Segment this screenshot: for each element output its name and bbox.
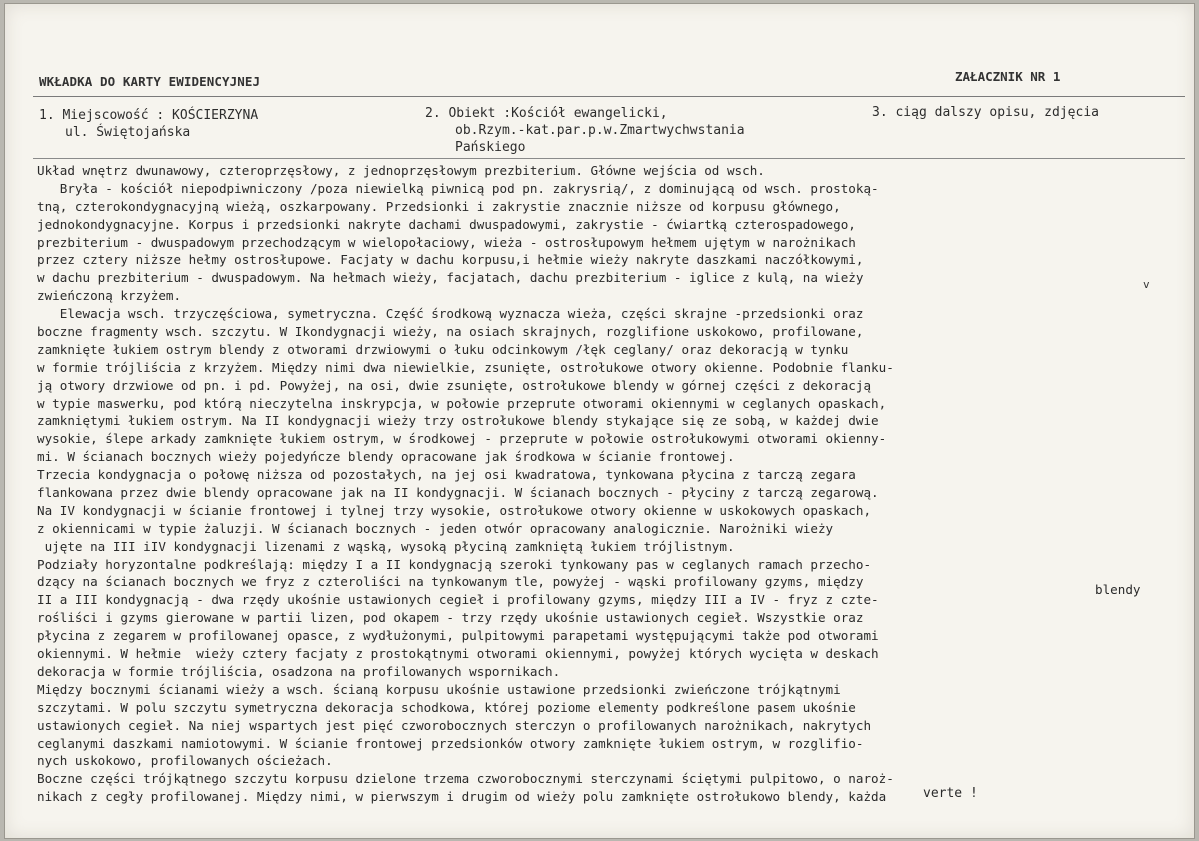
text-line: boczne fragmenty wsch. szczytu. W Ikondygnacji wieży, na osiach skrajnych, rozglifione uskokowo, profilowane,	[37, 324, 864, 340]
card-title: WKŁADKA DO KARTY EWIDENCYJNEJ	[39, 74, 261, 89]
text-line: ujęte na III iIV kondygnacji lizenami z wąską, wysoką płyciną zamkniętą łukiem trójlistnym.	[37, 538, 735, 554]
text-line: mi. W ścianach bocznych wieży pojedyńcze blendy opracowane jak środkowa w ścianie frontowej.	[37, 449, 735, 465]
location-field: 1. Miejscowość : KOŚCIERZYNA	[39, 108, 259, 123]
text-line: okiennymi. W hełmie wieży cztery facjaty z prostokątnymi otworami okiennymi, powyżej których wycięta w deskach	[37, 646, 879, 662]
object-field-line3: Pańskiego	[455, 140, 526, 155]
text-line: prezbiterium - dwuspadowym przechodzącym w wielopołaciowy, wieża - ostrosłupowym hełmem ujętym w narożnikach	[37, 234, 856, 250]
object-field-line2: ob.Rzym.-kat.par.p.w.Zmartwychwstania	[455, 123, 745, 138]
description-text	[37, 162, 1187, 806]
margin-mark: v	[1143, 278, 1150, 291]
attachment-label: ZAŁACZNIK NR 1	[955, 69, 1061, 84]
text-line: wysokie, ślepe arkady zamknięte łukiem ostrym, w środkowej - przeprute w połowie ostrołukowymi otworami okienny-	[37, 431, 887, 447]
text-line: szczytami. W polu szczytu symetryczna dekoracja schodkowa, której poziome elementy podkreślone pasem ukośnie	[37, 699, 856, 715]
header-divider	[33, 96, 1185, 97]
text-line: flankowana przez dwie blendy opracowane jak na II kondygnacji. W ścianach bocznych - płyciny z tarczą zegarową.	[37, 485, 879, 501]
record-card	[4, 3, 1195, 839]
text-line: rośliści i gzyms gierowane w partii lizen, pod okapem - trzy rzędy ukośnie ustawionych cegieł. Wszystkie oraz	[37, 610, 864, 626]
text-line: ją otwory drzwiowe od pn. i pd. Powyżej, na osi, dwie zsunięte, ostrołukowe blendy w górnej części z dekoracją	[37, 377, 872, 393]
text-line: przez cztery niższe hełmy ostrosłupowe. Facjaty w dachu korpusu,i hełmie wieży nakryte daszkami naczółkowymi,	[37, 252, 864, 268]
text-line: w typie maswerku, pod którą nieczytelna inskrypcja, w połowie przeprute otworami okiennymi w ceglanych opaskach,	[37, 395, 887, 411]
text-line: nych uskokowo, profilowanych ościeżach.	[37, 753, 333, 769]
text-line: dekoracja w formie trójliścia, osadzona na profilowanych wspornikach.	[37, 663, 561, 679]
meta-divider	[33, 158, 1185, 159]
text-line: w dachu prezbiterium - dwuspadowym. Na hełmach wieży, facjatach, dachu prezbiterium - iglice z kulą, na wieży	[37, 270, 864, 286]
interlinear-note: blendy	[1095, 582, 1141, 597]
text-line: płycina z zegarem w profilowanej opasce, z wydłużonymi, pulpitowymi parapetami występującymi także pod otworami	[37, 628, 879, 644]
text-line: w formie trójliścia z krzyżem. Między nimi dwa niewielkie, zsunięte, ostrołukowe otwory okienne. Podobnie flanku-	[37, 359, 894, 375]
verte-note: verte !	[923, 786, 978, 801]
text-line: II a III kondygnacją - dwa rzędy ukośnie ustawionych cegieł i profilowany gzyms, między III a IV - fryz z czte-	[37, 592, 879, 608]
text-line: dzący na ścianach bocznych we fryz z czteroliści na tynkowanym tle, powyżej - wąski profilowany gzyms, między	[37, 574, 864, 590]
text-line: Trzecia kondygnacja o połowę niższa od pozostałych, na jej osi kwadratowa, tynkowana płycina z tarczą zegara	[37, 467, 856, 483]
text-line: Podziały horyzontalne podkreślają: między I a II kondygnacją szeroki tynkowany pas w ceglanych ramach przecho-	[37, 556, 872, 572]
text-line: tną, czterokondygnacyjną wieżą, oszkarpowany. Przedsionki i zakrystie znacznie niższe od korpusu głównego,	[37, 198, 841, 214]
text-line: ustawionych cegieł. Na niej wspartych jest pięć czworobocznych sterczyn o profilowanych narożnikach, nakrytych	[37, 717, 872, 733]
text-line: zamknięte łukiem ostrym blendy z otworami drzwiowymi o łuku odcinkowym /łęk ceglany/ oraz dekoracją w tynku	[37, 341, 849, 357]
text-line: z okiennicami w typie żaluzji. W ścianach bocznych - jeden otwór opracowany analogicznie. Narożniki wieży	[37, 520, 834, 536]
text-line: zamkniętymi łukiem ostrym. Na II kondygnacji wieży trzy ostrołukowe blendy stykające się ze sobą, w każdej dwie	[37, 413, 879, 429]
object-field: 2. Obiekt :Kościół ewangelicki,	[425, 106, 668, 121]
text-line: ceglanymi daszkami namiotowymi. W ścianie frontowej przedsionków otwory zamknięte łukiem ostrym, w rozglifio-	[37, 735, 864, 751]
text-line: Między bocznymi ścianami wieży a wsch. ścianą korpusu ukośnie ustawione przedsionki zwieńczone trójkątnymi	[37, 681, 841, 697]
text-line: Elewacja wsch. trzyczęściowa, symetryczna. Część środkową wyznacza wieża, części skrajne -przedsionki oraz	[37, 306, 864, 322]
text-line: zwieńczoną krzyżem.	[37, 288, 182, 304]
continuation-label: 3. ciąg dalszy opisu, zdjęcia	[872, 105, 1099, 120]
street-field: ul. Świętojańska	[65, 125, 191, 140]
text-line: jednokondygnacyjne. Korpus i przedsionki nakryte dachami dwuspadowymi, zakrystie - ćwiartką czterospadowego,	[37, 216, 856, 232]
text-line: Na IV kondygnacji w ścianie frontowej i tylnej trzy wysokie, ostrołukowe otwory okienne w uskokowych opaskach,	[37, 502, 872, 518]
text-line: Bryła - kościół niepodpiwniczony /poza niewielką piwnicą pod pn. zakrysrią/, z dominującą od wsch. prostoką-	[37, 180, 879, 196]
text-line: Boczne części trójkątnego szczytu korpusu dzielone trzema czworobocznymi sterczynami ściętymi pulpitowo, o naroż-	[37, 771, 894, 787]
text-line: Układ wnętrz dwunawowy, czteroprzęsłowy, z jednoprzęsłowym prezbiterium. Główne wejścia od wsch.	[37, 163, 765, 178]
text-line: nikach z cegły profilowanej. Między nimi, w pierwszym i drugim od wieży polu zamknięte ostrołukowo blendy, każda	[37, 789, 887, 805]
